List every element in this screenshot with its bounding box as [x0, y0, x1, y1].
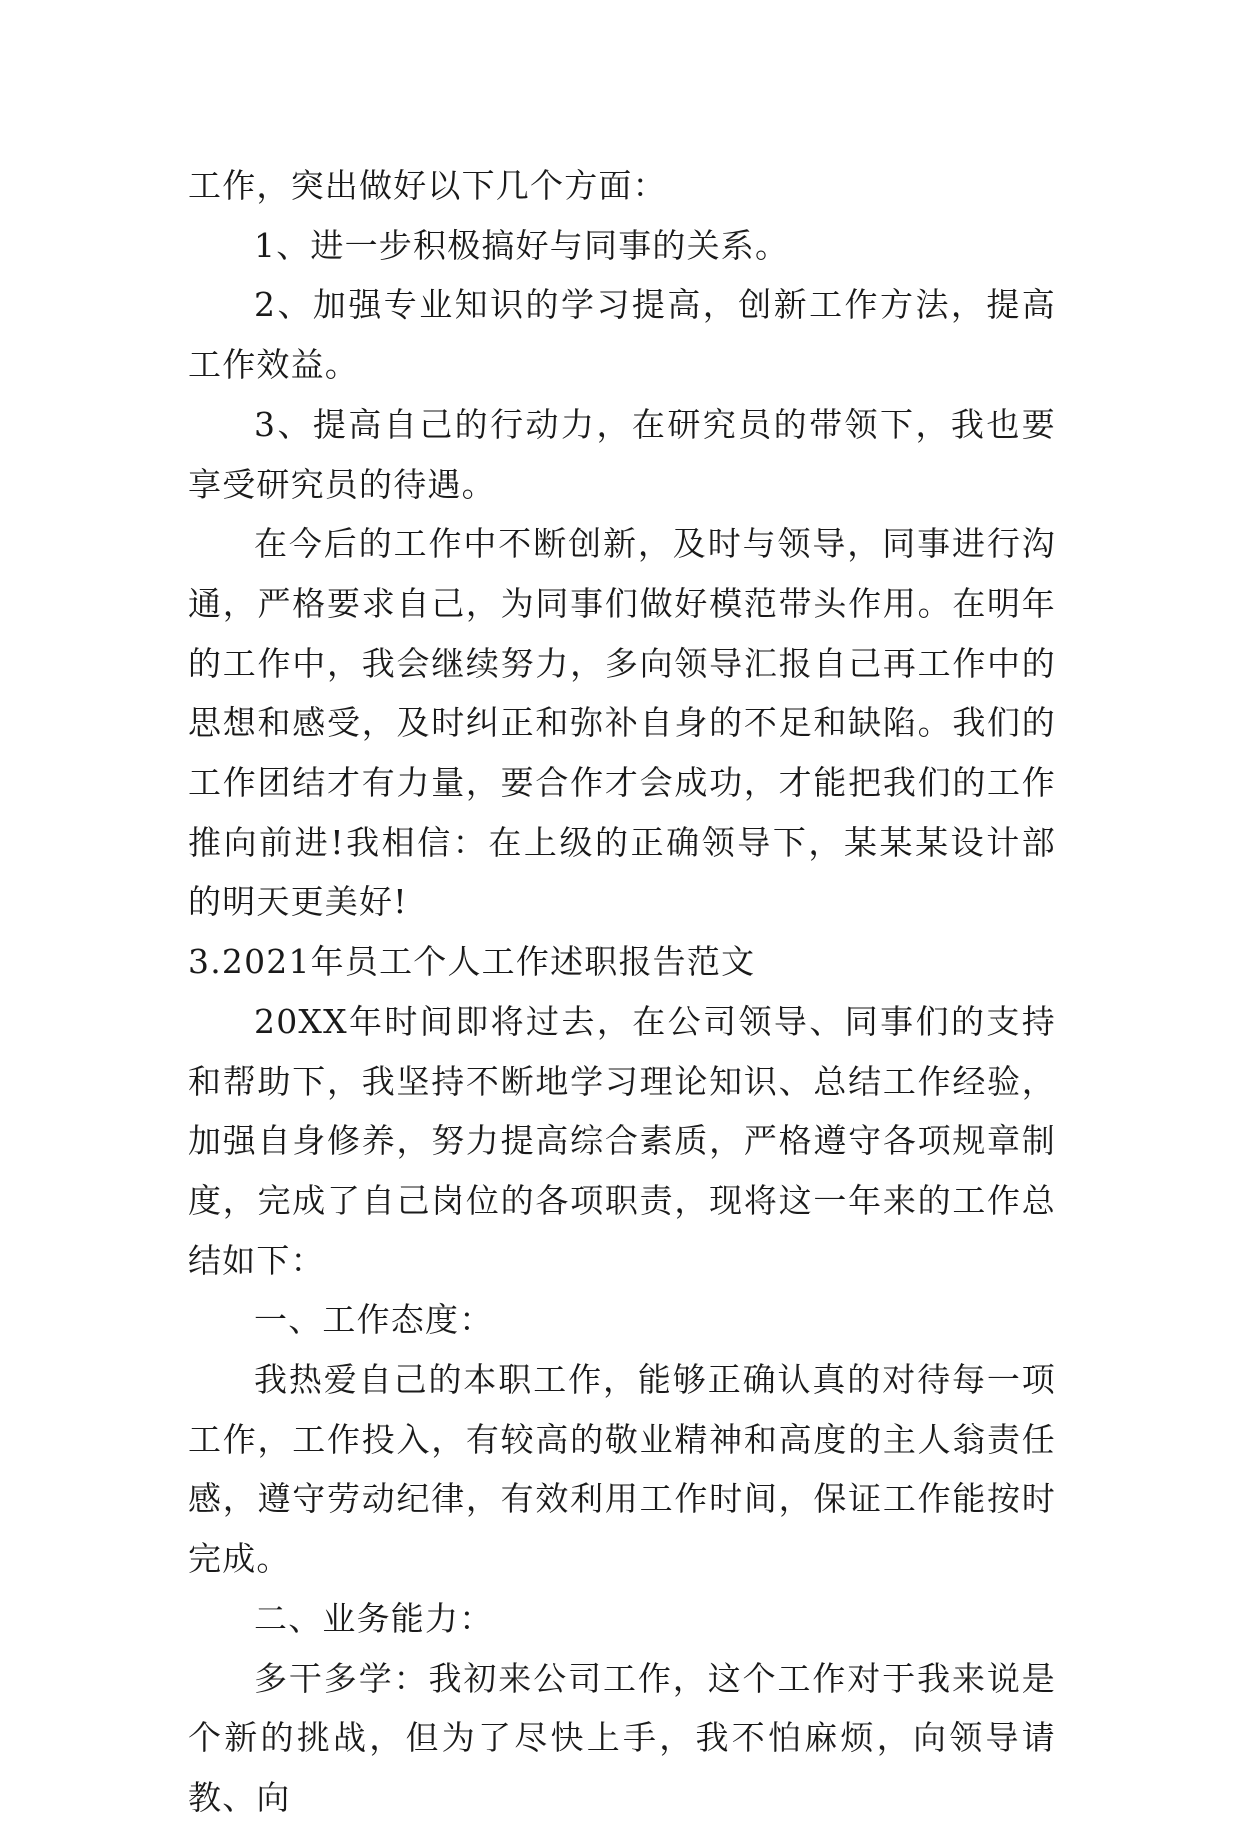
- document-body: [188, 156, 1056, 1828]
- section-heading: 3.2021年员工个人工作述职报告范文: [188, 942, 756, 982]
- list-item-2: 2、加强专业知识的学习提高，创新工作方法，提高工作效益。: [188, 285, 1056, 385]
- paragraph-outlook: 在今后的工作中不断创新，及时与领导，同事进行沟通，严格要求自己，为同事们做好模范带头作用。在明年的工作中，我会继续努力，多向领导汇报自己再工作中的思想和感受，及时纠正和弥补自身的不足和缺陷。我们的工作团结才有力量，要合作才会成功，才能把我们的工作推向前进!我相信：在上级的正确领导下，某某某设计部的明天更美好!: [188, 524, 1056, 922]
- subheading-work-attitude: 一、工作态度：: [254, 1300, 494, 1340]
- paragraph-work-attitude: 我热爱自己的本职工作，能够正确认真的对待每一项工作，工作投入，有较高的敬业精神和高度的主人翁责任感，遵守劳动纪律，有效利用工作时间，保证工作能按时完成。: [188, 1360, 1056, 1579]
- subheading-business-ability: 二、业务能力：: [254, 1598, 494, 1638]
- paragraph-intro: 工作，突出做好以下几个方面：: [188, 166, 667, 205]
- paragraph-business-ability: 多干多学：我初来公司工作，这个工作对于我来说是个新的挑战，但为了尽快上手，我不怕麻烦，向领导请教、向: [188, 1658, 1056, 1817]
- list-item-1: 1、进一步积极搞好与同事的关系。: [254, 225, 790, 265]
- list-item-3: 3、提高自己的行动力，在研究员的带领下，我也要享受研究员的待遇。: [188, 404, 1056, 504]
- paragraph-summary: 20XX年时间即将过去，在公司领导、同事们的支持和帮助下，我坚持不断地学习理论知识、总结工作经验，加强自身修养，努力提高综合素质，严格遵守各项规章制度，完成了自己岗位的各项职责，现将这一年来的工作总结如下：: [188, 1001, 1056, 1280]
